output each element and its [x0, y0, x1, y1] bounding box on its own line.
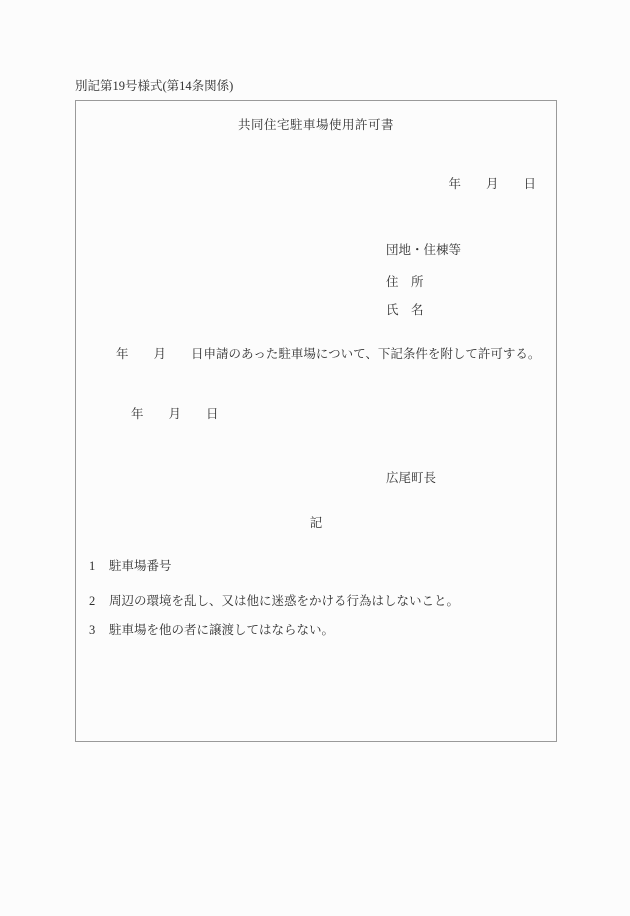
condition-number: 3 [89, 623, 96, 637]
issue-date-line: 年 月 日 [448, 177, 536, 191]
condition-text: 駐車場を他の者に譲渡してはならない。 [109, 623, 335, 637]
condition-number: 2 [89, 594, 96, 608]
condition-item [89, 623, 334, 637]
condition-text: 駐車場番号 [109, 559, 172, 573]
condition-text: 周辺の環境を乱し、又は他に迷惑をかける行為はしないこと。 [109, 594, 460, 608]
permit-body-text: 年 月 日申請のあった駐車場について、下記条件を附して許可する。 [116, 347, 541, 361]
issuer-title: 広尾町長 [386, 471, 437, 485]
permit-document-frame [75, 100, 557, 742]
form-number-label: 別記第19号様式(第14条関係) [75, 79, 234, 93]
decision-date-line: 年 月 日 [131, 407, 219, 421]
condition-item [89, 559, 172, 573]
grantee-address-label: 住 所 [386, 275, 424, 289]
grantee-estate-label: 団地・住棟等 [386, 243, 462, 257]
record-heading: 記 [309, 516, 323, 530]
condition-number: 1 [89, 559, 96, 573]
grantee-name-label: 氏 名 [386, 303, 424, 317]
document-title: 共同住宅駐車場使用許可書 [237, 118, 394, 132]
condition-item [89, 594, 459, 608]
